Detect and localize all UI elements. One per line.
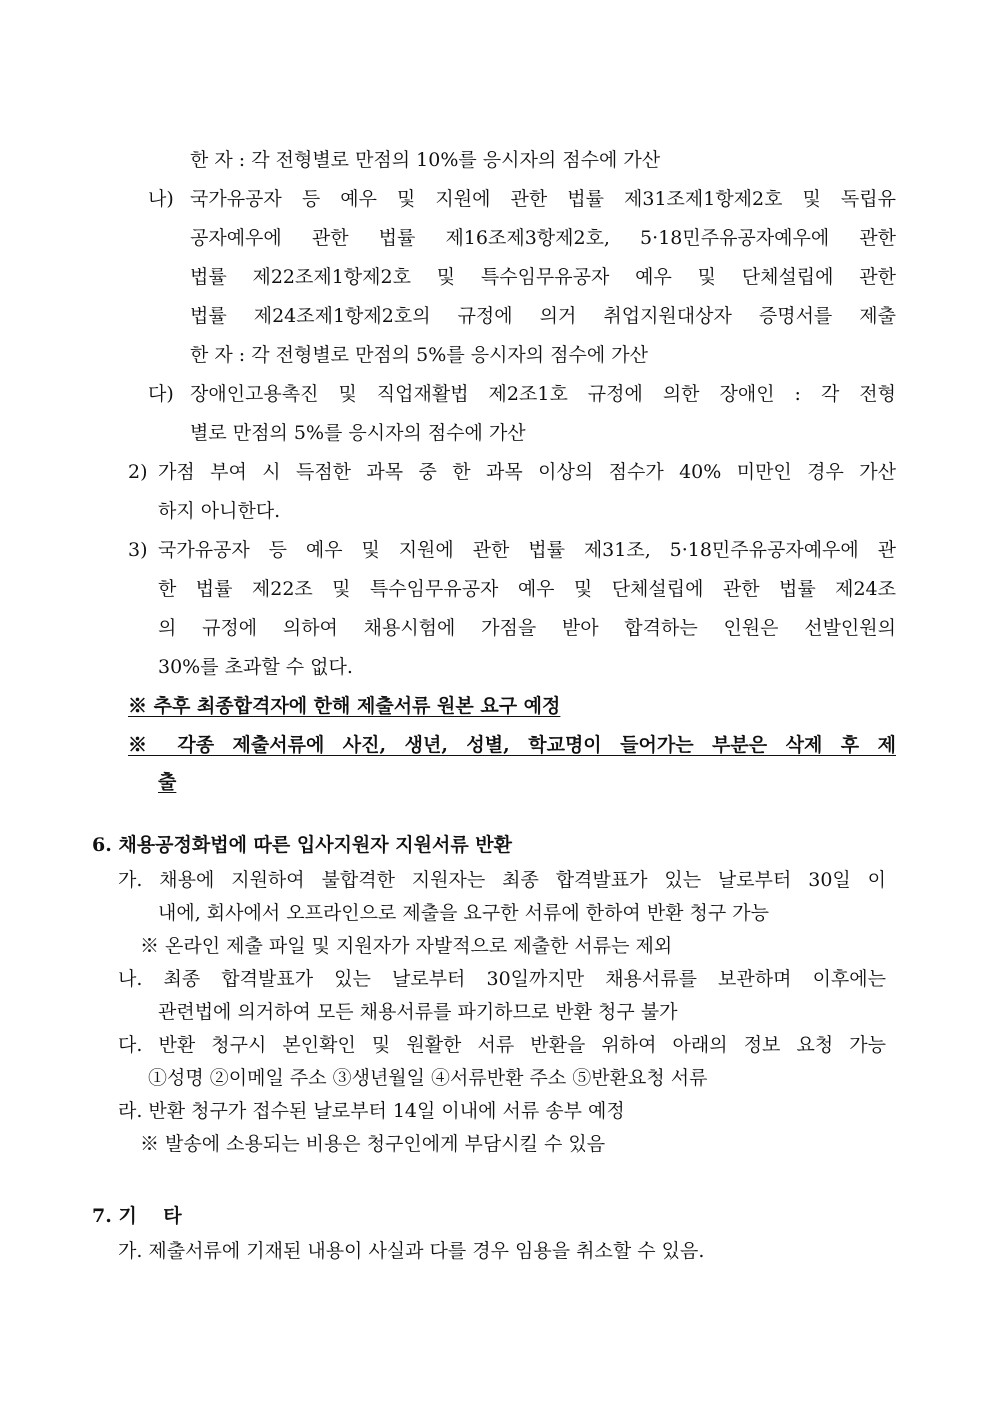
item-na-line: 법률 제24조제1항제2호의 규정에 의거 취업지원대상자 증명서를 제출 <box>190 305 896 327</box>
section-6-ra: 라. 반환 청구가 접수된 날로부터 14일 이내에 서류 송부 예정 <box>118 1100 625 1122</box>
section-7-ga: 가. 제출서류에 기재된 내용이 사실과 다를 경우 임용을 취소할 수 있음. <box>118 1240 705 1262</box>
section-6-da: 다. 반환 청구시 본인확인 및 원활한 서류 반환을 위하여 아래의 정보 요청 가능 <box>118 1034 886 1056</box>
item-na-line: 한 자 : 각 전형별로 만점의 5%를 응시자의 점수에 가산 <box>190 344 648 366</box>
section-6-na-cont: 관련법에 의거하여 모든 채용서류를 파기하므로 반환 청구 불가 <box>158 1001 678 1023</box>
section-6-ga-cont: 내에, 회사에서 오프라인으로 제출을 요구한 서류에 한하여 반환 청구 가능 <box>158 902 770 924</box>
item-na-line: 법률 제22조제1항제2호 및 특수임무유공자 예우 및 단체설립에 관한 <box>190 266 896 288</box>
item-da-line: 별로 만점의 5%를 응시자의 점수에 가산 <box>190 422 526 444</box>
section-6-ga-note: ※ 온라인 제출 파일 및 지원자가 자발적으로 제출한 서류는 제외 <box>140 935 673 957</box>
item-da-label: 다) <box>148 383 174 405</box>
item-na-label: 나) <box>148 188 174 210</box>
note-remove-personal-info: ※ 각종 제출서류에 사진, 생년, 성별, 학교명이 들어가는 부분은 삭제 후 제 <box>128 734 896 756</box>
item-2-label: 2) <box>128 461 148 483</box>
section-6-title: 6. 채용공정화법에 따른 입사지원자 지원서류 반환 <box>92 834 512 856</box>
section-7-title: 7. 기 타 <box>92 1205 182 1227</box>
item-3-line: 의 규정에 의하여 채용시험에 가점을 받아 합격하는 인원은 선발인원의 <box>158 617 896 639</box>
section-6-ga: 가. 채용에 지원하여 불합격한 지원자는 최종 합격발표가 있는 날로부터 30일 이 <box>118 869 886 891</box>
item-na-line: 공자예우에 관한 법률 제16조제3항제2호, 5·18민주유공자예우에 관한 <box>190 227 896 249</box>
bonus-na-cont-line: 한 자 : 각 전형별로 만점의 10%를 응시자의 점수에 가산 <box>190 149 661 171</box>
item-2-line: 하지 아니한다. <box>158 500 281 522</box>
note-original-docs: ※ 추후 최종합격자에 한해 제출서류 원본 요구 예정 <box>128 695 561 717</box>
item-3-line: 한 법률 제22조 및 특수임무유공자 예우 및 단체설립에 관한 법률 제24조 <box>158 578 896 600</box>
item-na-line: 국가유공자 등 예우 및 지원에 관한 법률 제31조제1항제2호 및 독립유 <box>190 188 896 210</box>
section-6-da-cont: ①성명 ②이메일 주소 ③생년월일 ④서류반환 주소 ⑤반환요청 서류 <box>148 1067 708 1089</box>
item-3-line: 국가유공자 등 예우 및 지원에 관한 법률 제31조, 5·18민주유공자예우에 관 <box>158 539 896 561</box>
note-remove-personal-info-cont: 출 <box>158 771 177 793</box>
item-3-label: 3) <box>128 539 148 561</box>
item-da-line: 장애인고용촉진 및 직업재활법 제2조1호 규정에 의한 장애인 : 각 전형 <box>190 383 896 405</box>
section-6-na: 나. 최종 합격발표가 있는 날로부터 30일까지만 채용서류를 보관하며 이후에는 <box>118 968 886 990</box>
item-2-line: 가점 부여 시 득점한 과목 중 한 과목 이상의 점수가 40% 미만인 경우 가산 <box>158 461 896 483</box>
section-6-ra-note: ※ 발송에 소용되는 비용은 청구인에게 부담시킬 수 있음 <box>140 1133 606 1155</box>
item-3-line: 30%를 초과할 수 없다. <box>158 656 353 678</box>
